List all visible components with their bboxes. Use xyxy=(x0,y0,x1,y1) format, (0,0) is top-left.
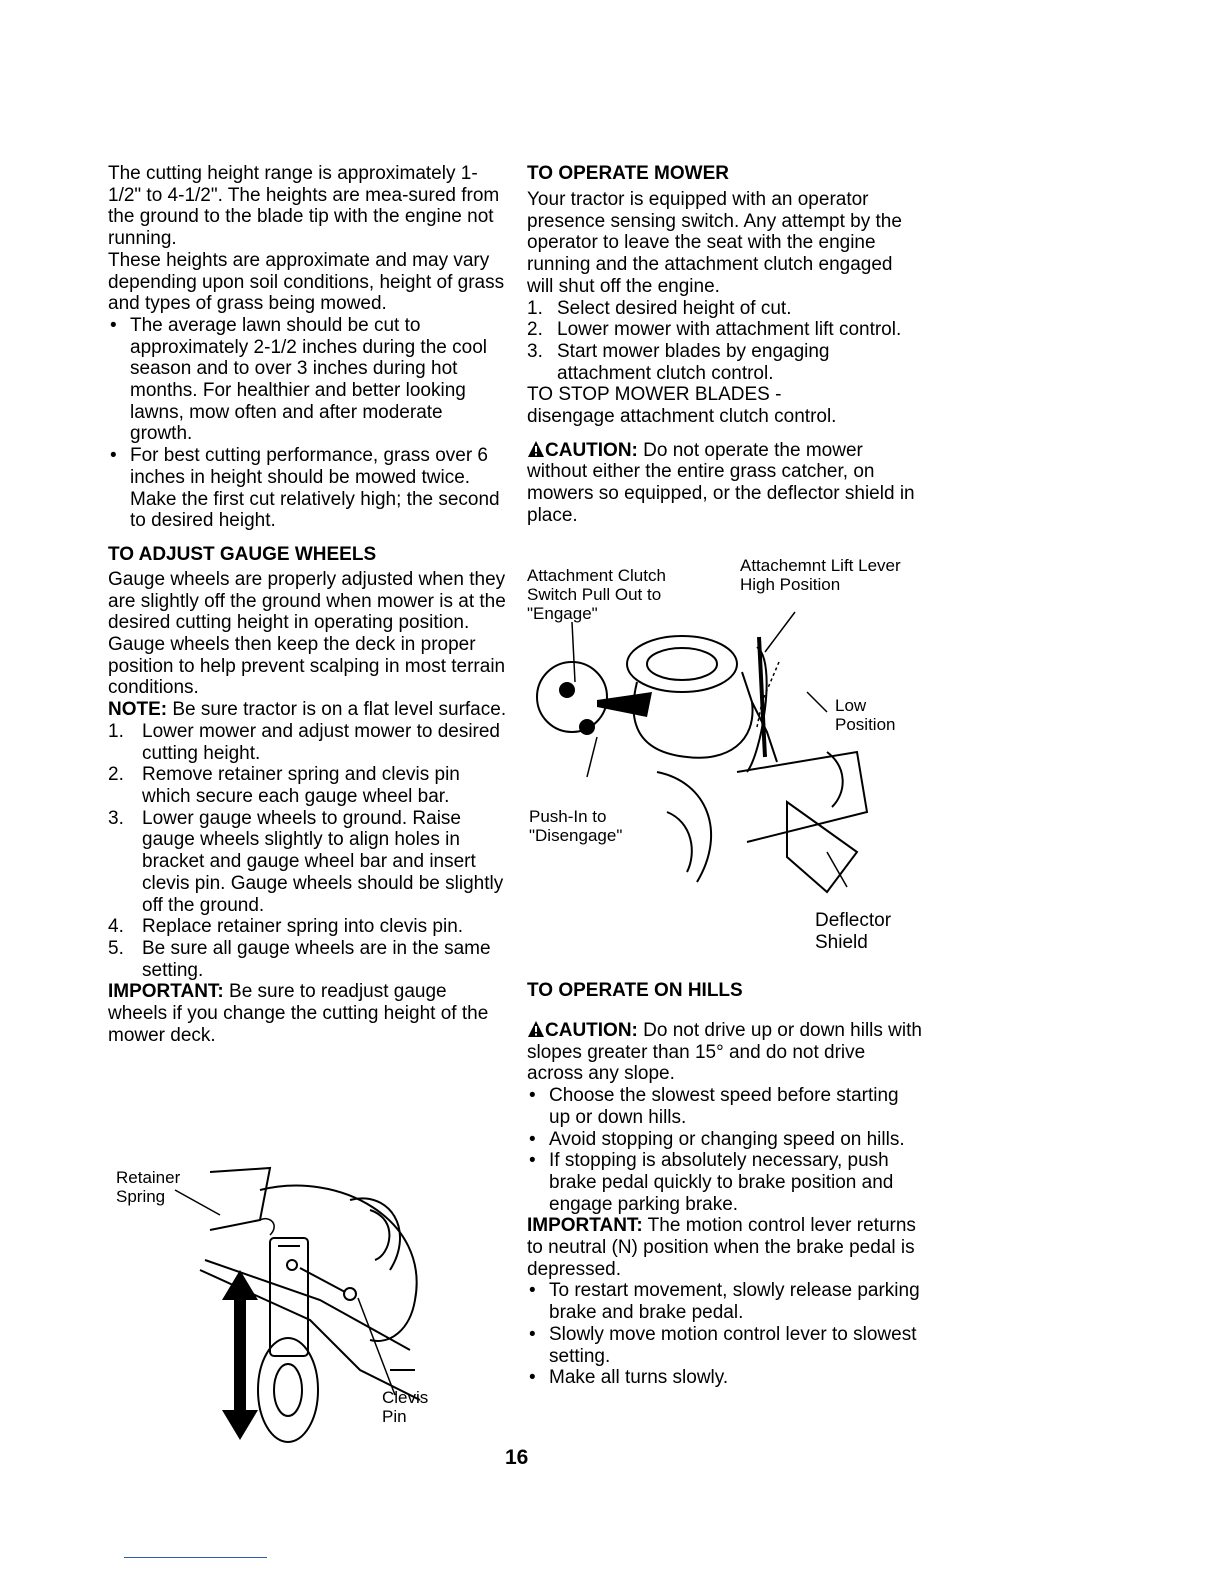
cutting-height-intro: The cutting height range is approximately 1-1/2" to 4-1/2". The heights are mea-sured from the ground to the blade tip with the engine not running. xyxy=(108,163,500,250)
step-text: Remove retainer spring and clevis pin which secure each gauge wheel bar. xyxy=(142,764,460,807)
restart-tips-list xyxy=(527,1280,922,1389)
note-text: Be sure tractor is on a flat level surface. xyxy=(167,699,507,721)
gauge-wheels-intro: Gauge wheels are properly adjusted when they are slightly off the ground when mower is at the desired cutting height in operating position. Gauge wheels then keep the deck in proper position to help prevent scalping in most terrain conditions. xyxy=(108,568,506,699)
step-text: Lower gauge wheels to ground. Raise gauge wheels slightly to align holes in bracket and gauge wheel bar and insert clevis pin. Gauge wheels should be slightly off the ground. xyxy=(142,807,504,916)
caution-label: CAUTION: xyxy=(545,439,638,461)
hills-tips-list xyxy=(527,1085,922,1215)
list-item xyxy=(108,764,508,807)
step-text: Lower mower and adjust mower to desired cutting height. xyxy=(142,720,501,764)
caution-text: Do not operate the mower without either the entire grass catcher, on mowers so equipped, or the deflector shield in place. xyxy=(527,439,915,526)
page-number: 16 xyxy=(505,1446,529,1469)
step-number: 4. xyxy=(108,916,124,938)
step-number: 3. xyxy=(108,807,124,829)
gauge-steps-list xyxy=(108,721,508,981)
list-item xyxy=(108,721,508,764)
stop-blades-heading: TO STOP MOWER BLADES - xyxy=(527,384,782,406)
list-item: • For best cutting performance, grass over 6 inches in height should be mowed twice. Make the first cut relatively high; the second to desired height. xyxy=(108,445,508,532)
tractor-controls-illustration xyxy=(527,552,922,962)
push-disengage-label: Push-In to "Disengage" xyxy=(529,807,623,845)
retainer-spring-label: Retainer Spring xyxy=(116,1168,181,1206)
important-label: IMPORTANT: xyxy=(108,981,224,1003)
list-item xyxy=(108,916,508,938)
step-number: 3. xyxy=(527,340,543,362)
gauge-wheel-illustration xyxy=(110,1160,440,1445)
clevis-pin-label: Clevis Pin xyxy=(382,1388,429,1426)
cutting-height-variance: These heights are approximate and may vary depending upon soil conditions, height of grass and types of grass being mowed. xyxy=(108,249,505,315)
list-item xyxy=(108,938,508,981)
low-position-label: Low Position xyxy=(835,696,896,734)
stop-blades-text: disengage attachment clutch control. xyxy=(527,406,837,428)
step-number: 1. xyxy=(108,720,124,742)
important-paragraph xyxy=(108,981,508,1046)
note-label: NOTE: xyxy=(108,699,168,721)
footer-rule xyxy=(124,1557,267,1558)
list-item: • Make all turns slowly. xyxy=(527,1367,922,1389)
list-item: • Choose the slowest speed before starting up or down hills. xyxy=(527,1085,922,1128)
right-column-lower xyxy=(527,980,922,1389)
list-item: • To restart movement, slowly release parking brake and brake pedal. xyxy=(527,1280,922,1323)
step-text: Be sure all gauge wheels are in the same setting. xyxy=(142,937,491,981)
step-text: Replace retainer spring into clevis pin. xyxy=(142,916,464,938)
deflector-shield-label: Deflector Shield xyxy=(815,910,892,953)
list-item: • If stopping is absolutely necessary, push brake pedal quickly to brake position and engage parking brake. xyxy=(527,1150,922,1215)
left-column xyxy=(108,163,508,1046)
caution-label: CAUTION: xyxy=(545,1020,638,1041)
list-item xyxy=(527,319,922,341)
operate-steps-list xyxy=(527,298,922,385)
step-number: 5. xyxy=(108,937,124,959)
list-item: • The average lawn should be cut to approximately 2-1/2 inches during the cool season and to over 3 inches during hot months. For healthier and better looking lawns, mow often and after moderate growth. xyxy=(108,315,508,445)
operate-mower-intro: Your tractor is equipped with an operator presence sensing switch. Any attempt by the operator to leave the seat with the engine running and the attachment clutch engaged will shut off the engine. xyxy=(527,189,902,297)
lift-lever-high-label: Attachemnt Lift Lever High Position xyxy=(740,556,901,594)
section-heading-operate-hills: TO OPERATE ON HILLS xyxy=(527,980,743,1001)
step-number: 2. xyxy=(527,319,543,341)
list-item: • Slowly move motion control lever to slowest setting. xyxy=(527,1324,922,1367)
important-text: Be sure to readjust gauge wheels if you change the cutting height of the mower deck. xyxy=(108,981,489,1046)
list-item xyxy=(527,341,922,384)
step-number: 2. xyxy=(108,764,124,786)
list-item: • Avoid stopping or changing speed on hills. xyxy=(527,1129,922,1151)
caution-icon xyxy=(527,1020,545,1038)
right-column xyxy=(527,163,922,527)
list-item xyxy=(108,808,508,917)
step-number: 1. xyxy=(527,297,543,319)
section-heading-gauge-wheels: TO ADJUST GAUGE WHEELS xyxy=(108,543,377,565)
section-heading-operate-mower: TO OPERATE MOWER xyxy=(527,163,729,184)
important-text: The motion control lever returns to neutral (N) position when the brake pedal is depressed. xyxy=(527,1215,916,1280)
important-label: IMPORTANT: xyxy=(527,1215,643,1237)
step-text: Start mower blades by engaging attachment clutch control. xyxy=(557,340,830,384)
step-text: Select desired height of cut. xyxy=(557,297,792,319)
mowing-tips-list xyxy=(108,315,508,532)
note-paragraph xyxy=(108,699,508,721)
caution-hills xyxy=(527,1020,922,1085)
clutch-engage-label: Attachment Clutch Switch Pull Out to "Engage" xyxy=(527,566,666,623)
caution-icon xyxy=(527,440,545,458)
list-item xyxy=(527,298,922,320)
caution-grass-catcher xyxy=(527,440,922,527)
important-paragraph xyxy=(527,1215,922,1280)
step-text: Lower mower with attachment lift control. xyxy=(557,319,902,341)
caution-text: Do not drive up or down hills with slopes greater than 15° and do not drive across any slope. xyxy=(527,1020,922,1085)
